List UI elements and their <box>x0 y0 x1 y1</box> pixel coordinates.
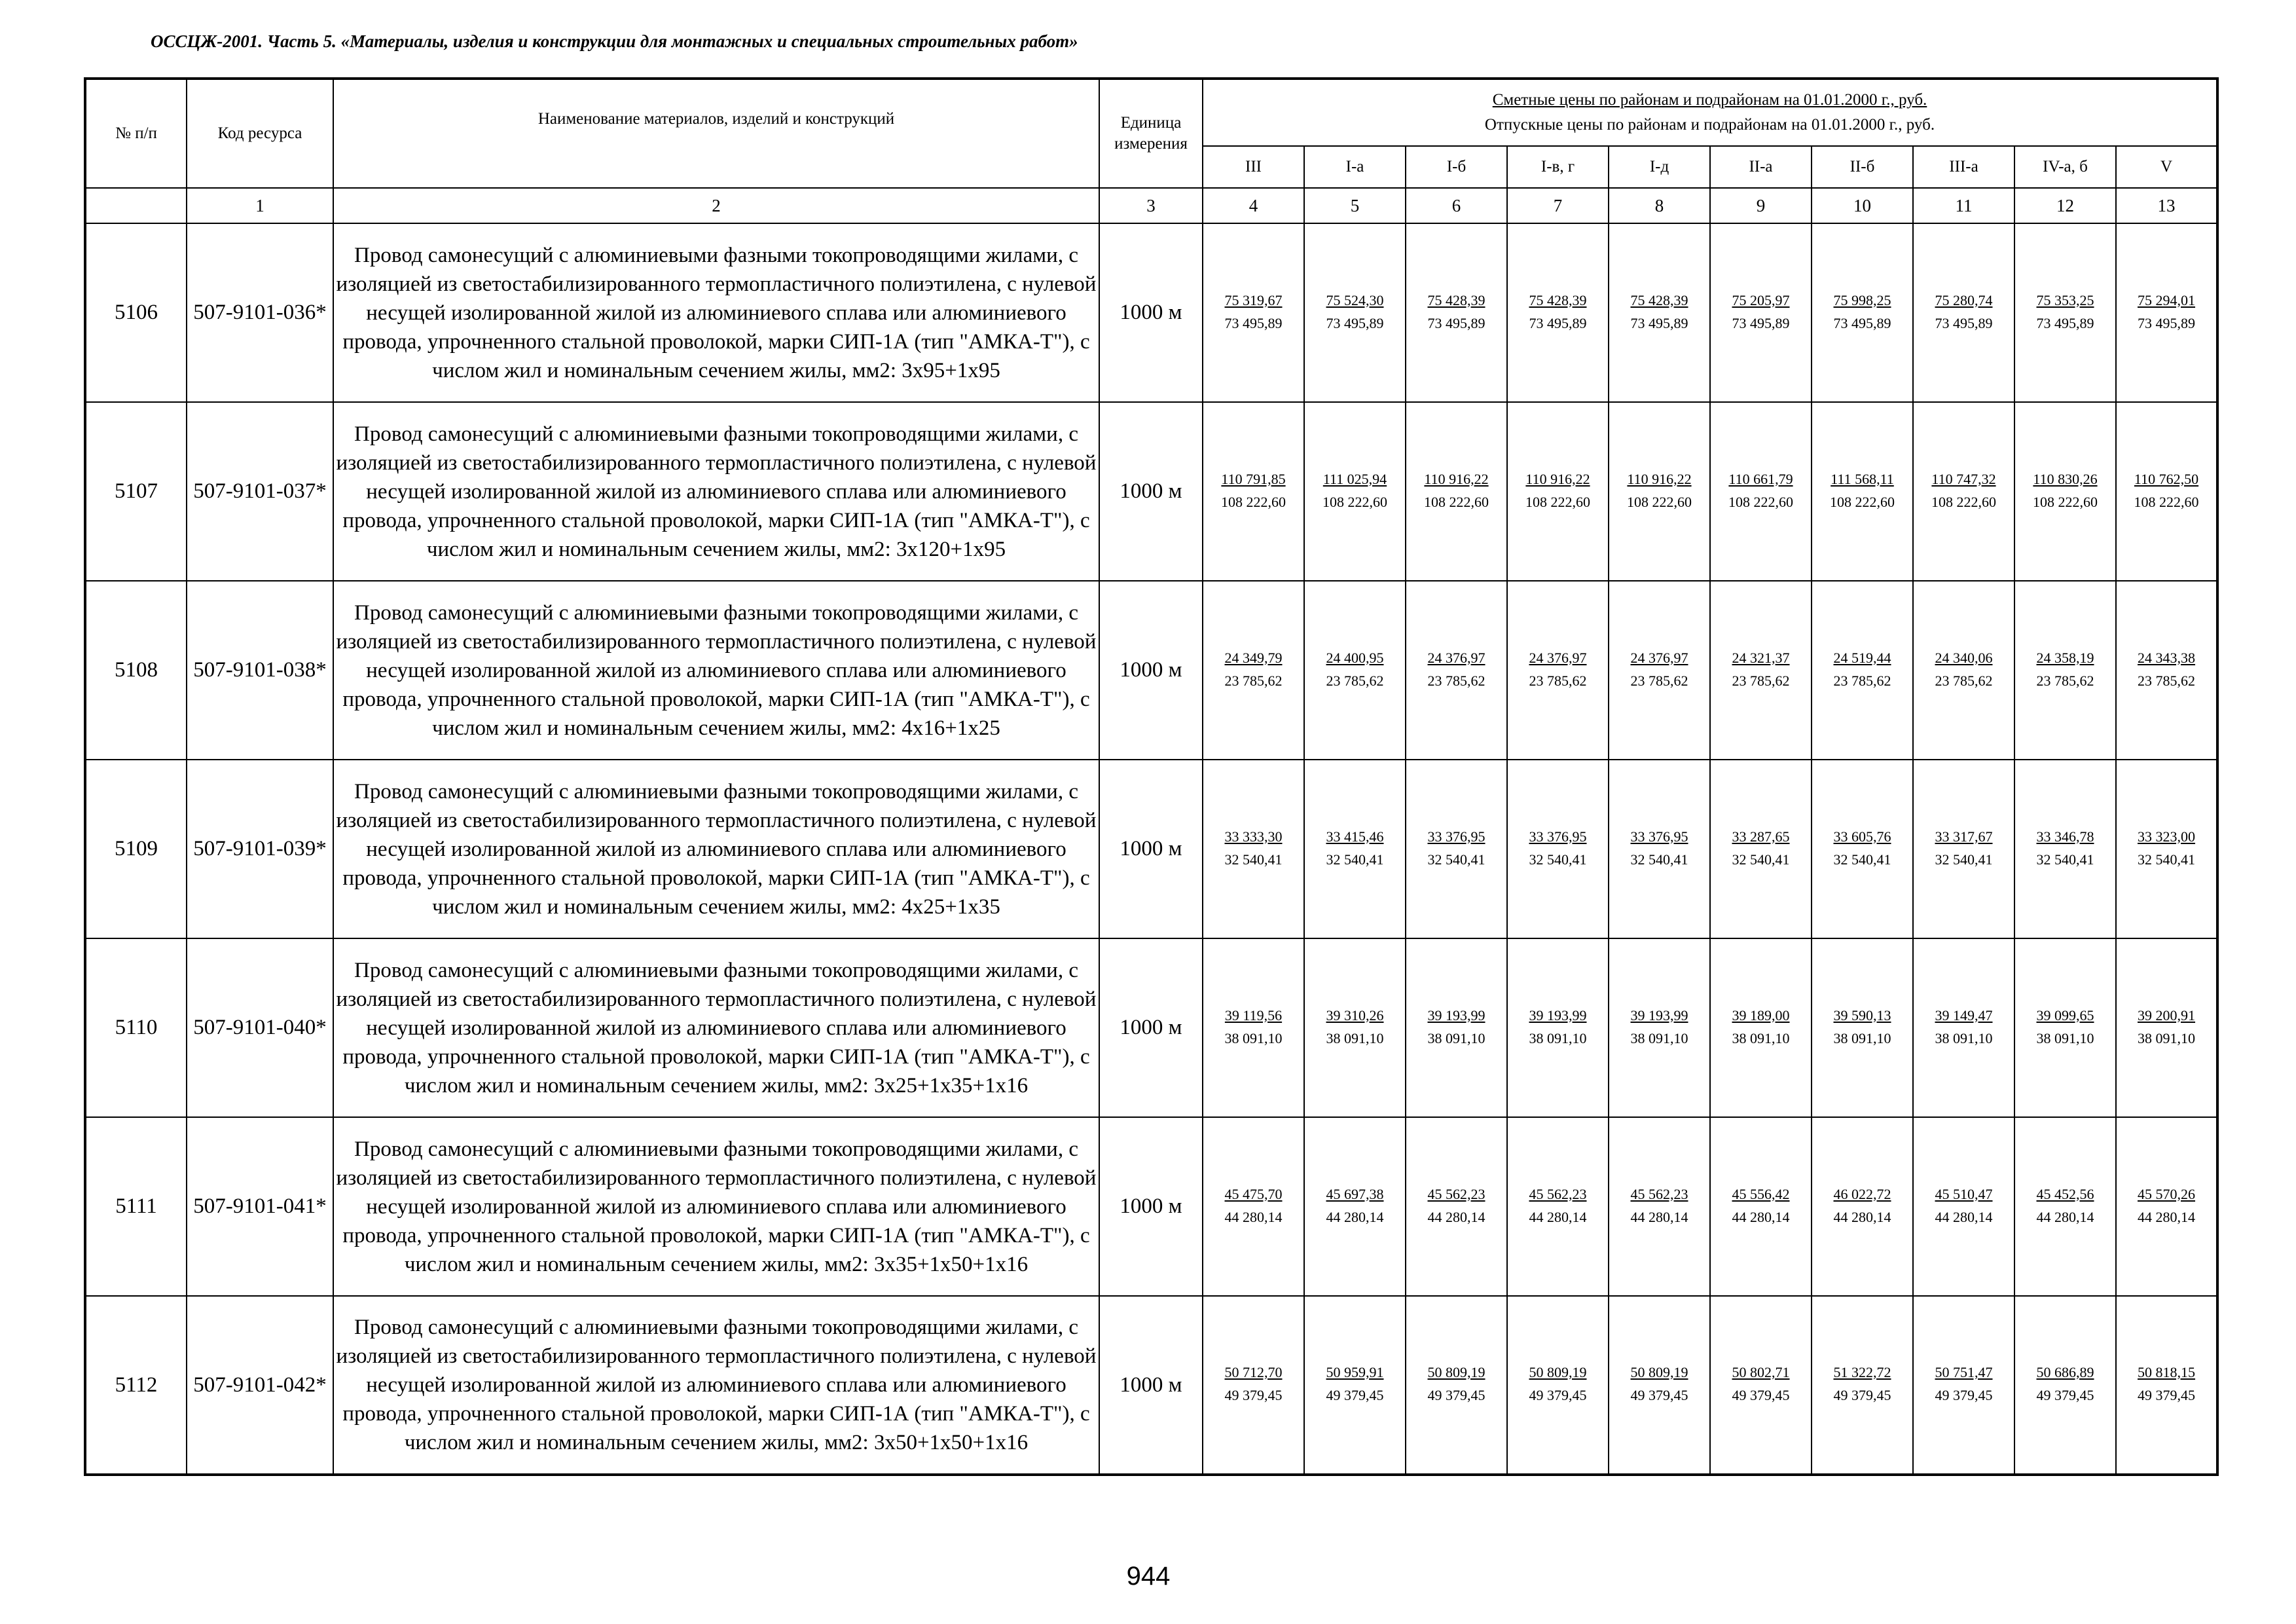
release-price: 108 222,60 <box>2134 493 2199 510</box>
estimated-price: 110 916,22 <box>1627 470 1692 487</box>
price-cell <box>2116 223 2217 402</box>
resource-code: 507-9101-038* <box>187 581 333 760</box>
estimated-price: 110 830,26 <box>2033 470 2098 487</box>
estimated-price: 33 323,00 <box>2138 828 2195 845</box>
price-cell <box>2014 223 2116 402</box>
estimated-price-title: Сметные цены по районам и подрайонам на 01.01.2000 г., руб. <box>1492 91 1927 109</box>
table-row <box>85 760 2217 938</box>
price-cell <box>1304 938 1406 1117</box>
column-number: 11 <box>1913 188 2014 223</box>
price-cell <box>2014 402 2116 581</box>
estimated-price: 75 205,97 <box>1732 291 1790 308</box>
table-row <box>85 1117 2217 1296</box>
price-cell <box>1304 402 1406 581</box>
estimated-price: 50 809,19 <box>1427 1364 1485 1380</box>
price-cell <box>1812 760 1913 938</box>
price-cell <box>1507 760 1609 938</box>
column-number: 1 <box>187 188 333 223</box>
estimated-price: 75 998,25 <box>1833 291 1891 308</box>
estimated-price: 39 310,26 <box>1326 1006 1384 1024</box>
price-table <box>84 77 2219 1476</box>
row-number: 5108 <box>85 581 187 760</box>
price-cell <box>1304 1296 1406 1475</box>
release-price: 108 222,60 <box>1424 493 1489 510</box>
release-price: 23 785,62 <box>1529 672 1587 689</box>
estimated-price: 33 287,65 <box>1732 828 1790 845</box>
material-name: Провод самонесущий с алюминиевыми фазными токопроводящими жилами, с изоляцией из светостабилизированного термопластичного полиэтилена, с нулевой несущей изолированной жилой из алюминиевого сплава или алюминиевого провода, упрочненного стальной проволокой, марки СИП-1А (тип "АМКА-Т"), с числом жил и номинальным сечением жилы, мм2: 4х16+1х25 <box>333 581 1099 760</box>
col-header-code: Код ресурса <box>187 79 333 188</box>
price-cell <box>2014 1296 2116 1475</box>
release-price: 73 495,89 <box>1427 314 1485 331</box>
region-header: I-а <box>1304 146 1406 188</box>
price-cell <box>1609 760 1710 938</box>
release-price: 108 222,60 <box>1525 493 1590 510</box>
release-price: 49 379,45 <box>1326 1387 1384 1403</box>
material-name: Провод самонесущий с алюминиевыми фазными токопроводящими жилами, с изоляцией из светостабилизированного термопластичного полиэтилена, с нулевой несущей изолированной жилой из алюминиевого сплава или алюминиевого провода, упрочненного стальной проволокой, марки СИП-1А (тип "АМКА-Т"), с числом жил и номинальным сечением жилы, мм2: 3х25+1х35+1х16 <box>333 938 1099 1117</box>
document-header: ОССЦЖ-2001. Часть 5. «Материалы, изделия и конструкции для монтажных и специальных строительных работ» <box>151 31 1078 51</box>
release-price: 32 540,41 <box>1833 851 1891 868</box>
estimated-price: 46 022,72 <box>1833 1185 1891 1202</box>
price-cell <box>1812 223 1913 402</box>
estimated-price: 39 193,99 <box>1427 1006 1485 1024</box>
estimated-price: 39 193,99 <box>1529 1006 1587 1024</box>
price-cell <box>1203 402 1304 581</box>
release-price: 73 495,89 <box>1732 314 1790 331</box>
estimated-price: 24 400,95 <box>1326 649 1384 666</box>
release-price: 23 785,62 <box>2036 672 2094 689</box>
release-price: 49 379,45 <box>1935 1387 1993 1403</box>
price-cell <box>1304 581 1406 760</box>
price-cell <box>2014 1117 2116 1296</box>
price-cell <box>1507 938 1609 1117</box>
release-price: 73 495,89 <box>2138 314 2195 331</box>
price-cell <box>1609 1117 1710 1296</box>
unit-of-measure: 1000 м <box>1099 760 1203 938</box>
release-price: 38 091,10 <box>1427 1029 1485 1046</box>
resource-code: 507-9101-039* <box>187 760 333 938</box>
estimated-price: 75 428,39 <box>1427 291 1485 308</box>
price-cell <box>1304 760 1406 938</box>
estimated-price: 24 358,19 <box>2036 649 2094 666</box>
material-name: Провод самонесущий с алюминиевыми фазными токопроводящими жилами, с изоляцией из светостабилизированного термопластичного полиэтилена, с нулевой несущей изолированной жилой из алюминиевого сплава или алюминиевого провода, упрочненного стальной проволокой, марки СИП-1А (тип "АМКА-Т"), с числом жил и номинальным сечением жилы, мм2: 3х120+1х95 <box>333 402 1099 581</box>
price-cell <box>1507 402 1609 581</box>
price-cell <box>1812 581 1913 760</box>
estimated-price: 45 475,70 <box>1224 1185 1283 1202</box>
release-price: 73 495,89 <box>1326 314 1384 331</box>
estimated-price: 39 200,91 <box>2138 1006 2195 1024</box>
release-price: 32 540,41 <box>2036 851 2094 868</box>
column-number: 3 <box>1099 188 1203 223</box>
estimated-price: 24 321,37 <box>1732 649 1790 666</box>
unit-of-measure: 1000 м <box>1099 402 1203 581</box>
col-header-name: Наименование материалов, изделий и конструкций <box>333 79 1099 188</box>
estimated-price: 75 353,25 <box>2036 291 2094 308</box>
resource-code: 507-9101-041* <box>187 1117 333 1296</box>
price-cell <box>2014 581 2116 760</box>
estimated-price: 45 562,23 <box>1630 1185 1688 1202</box>
price-cell <box>1710 1117 1812 1296</box>
page-number: 944 <box>1126 1562 1171 1591</box>
price-cell <box>1710 1296 1812 1475</box>
release-price: 32 540,41 <box>2138 851 2195 868</box>
release-price: 44 280,14 <box>1529 1208 1587 1225</box>
region-header: III-а <box>1913 146 2014 188</box>
release-price: 44 280,14 <box>1732 1208 1790 1225</box>
price-cell <box>1203 1117 1304 1296</box>
price-cell <box>1609 1296 1710 1475</box>
region-header: IV-а, б <box>2014 146 2116 188</box>
price-cell <box>1406 402 1507 581</box>
price-cell <box>2116 1296 2217 1475</box>
release-price: 32 540,41 <box>1326 851 1384 868</box>
estimated-price: 45 697,38 <box>1326 1185 1384 1202</box>
release-price: 49 379,45 <box>2036 1387 2094 1403</box>
estimated-price: 33 376,95 <box>1529 828 1587 845</box>
release-price: 108 222,60 <box>2033 493 2098 510</box>
estimated-price: 45 562,23 <box>1529 1185 1587 1202</box>
release-price: 38 091,10 <box>1224 1029 1283 1046</box>
estimated-price: 75 428,39 <box>1630 291 1688 308</box>
release-price: 38 091,10 <box>2036 1029 2094 1046</box>
column-number-row <box>85 188 2217 223</box>
region-header: V <box>2116 146 2217 188</box>
price-cell <box>1507 581 1609 760</box>
price-cell <box>1203 760 1304 938</box>
release-price: 108 222,60 <box>1830 493 1895 510</box>
estimated-price: 75 428,39 <box>1529 291 1587 308</box>
release-price: 23 785,62 <box>1833 672 1891 689</box>
estimated-price: 33 605,76 <box>1833 828 1891 845</box>
release-price: 49 379,45 <box>1630 1387 1688 1403</box>
region-header: III <box>1203 146 1304 188</box>
resource-code: 507-9101-042* <box>187 1296 333 1475</box>
row-number: 5111 <box>85 1117 187 1296</box>
table-row <box>85 938 2217 1117</box>
estimated-price: 24 376,97 <box>1529 649 1587 666</box>
release-price: 38 091,10 <box>1529 1029 1587 1046</box>
estimated-price: 33 317,67 <box>1935 828 1993 845</box>
estimated-price: 39 193,99 <box>1630 1006 1688 1024</box>
estimated-price: 39 149,47 <box>1935 1006 1993 1024</box>
release-price: 108 222,60 <box>1728 493 1793 510</box>
material-name: Провод самонесущий с алюминиевыми фазными токопроводящими жилами, с изоляцией из светостабилизированного термопластичного полиэтилена, с нулевой несущей изолированной жилой из алюминиевого сплава или алюминиевого провода, упрочненного стальной проволокой, марки СИП-1А (тип "АМКА-Т"), с числом жил и номинальным сечением жилы, мм2: 3х35+1х50+1х16 <box>333 1117 1099 1296</box>
price-cell <box>1913 1117 2014 1296</box>
price-cell <box>1812 1296 1913 1475</box>
column-number: 12 <box>2014 188 2116 223</box>
estimated-price: 33 376,95 <box>1630 828 1688 845</box>
release-price: 23 785,62 <box>1224 672 1283 689</box>
estimated-price: 24 343,38 <box>2138 649 2195 666</box>
estimated-price: 33 415,46 <box>1326 828 1384 845</box>
table-row <box>85 402 2217 581</box>
price-cell <box>1203 938 1304 1117</box>
release-price: 32 540,41 <box>1732 851 1790 868</box>
price-cell <box>1304 1117 1406 1296</box>
release-price: 32 540,41 <box>1224 851 1283 868</box>
price-cell <box>2116 402 2217 581</box>
release-price: 38 091,10 <box>1326 1029 1384 1046</box>
release-price: 38 091,10 <box>1833 1029 1891 1046</box>
column-number-blank <box>85 188 187 223</box>
release-price: 44 280,14 <box>1427 1208 1485 1225</box>
estimated-price: 50 686,89 <box>2036 1364 2094 1380</box>
table-row <box>85 581 2217 760</box>
material-name: Провод самонесущий с алюминиевыми фазными токопроводящими жилами, с изоляцией из светостабилизированного термопластичного полиэтилена, с нулевой несущей изолированной жилой из алюминиевого сплава или алюминиевого провода, упрочненного стальной проволокой, марки СИП-1А (тип "АМКА-Т"), с числом жил и номинальным сечением жилы, мм2: 3х50+1х50+1х16 <box>333 1296 1099 1475</box>
price-cell <box>2116 760 2217 938</box>
price-cell <box>1913 1296 2014 1475</box>
estimated-price: 33 333,30 <box>1224 828 1283 845</box>
price-cell <box>1203 223 1304 402</box>
estimated-price: 24 340,06 <box>1935 649 1993 666</box>
price-cell <box>2116 581 2217 760</box>
region-header: II-а <box>1710 146 1812 188</box>
estimated-price: 45 562,23 <box>1427 1185 1485 1202</box>
estimated-price: 75 319,67 <box>1224 291 1283 308</box>
price-cell <box>1609 223 1710 402</box>
release-price: 108 222,60 <box>1322 493 1387 510</box>
row-number: 5112 <box>85 1296 187 1475</box>
release-price: 73 495,89 <box>2036 314 2094 331</box>
unit-of-measure: 1000 м <box>1099 1296 1203 1475</box>
release-price: 44 280,14 <box>2138 1208 2195 1225</box>
price-cell <box>1406 1117 1507 1296</box>
price-cell <box>1304 223 1406 402</box>
price-cell <box>1406 223 1507 402</box>
estimated-price: 75 294,01 <box>2138 291 2195 308</box>
release-price: 108 222,60 <box>1627 493 1692 510</box>
estimated-price: 45 510,47 <box>1935 1185 1993 1202</box>
release-price: 32 540,41 <box>1935 851 1993 868</box>
column-number: 9 <box>1710 188 1812 223</box>
price-cell <box>1913 938 2014 1117</box>
estimated-price: 75 280,74 <box>1935 291 1993 308</box>
price-cell <box>1710 760 1812 938</box>
estimated-price: 50 751,47 <box>1935 1364 1993 1380</box>
col-header-unit: Единица измерения <box>1099 79 1203 188</box>
table-row <box>85 223 2217 402</box>
release-price: 44 280,14 <box>1224 1208 1283 1225</box>
release-price: 44 280,14 <box>2036 1208 2094 1225</box>
region-header: I-б <box>1406 146 1507 188</box>
price-cell <box>1507 1296 1609 1475</box>
release-price: 23 785,62 <box>1427 672 1485 689</box>
release-price: 73 495,89 <box>1935 314 1993 331</box>
estimated-price: 110 661,79 <box>1728 470 1793 487</box>
release-price: 49 379,45 <box>1224 1387 1283 1403</box>
row-number: 5109 <box>85 760 187 938</box>
region-header: I-д <box>1609 146 1710 188</box>
release-price: 44 280,14 <box>1326 1208 1384 1225</box>
price-cell <box>2116 938 2217 1117</box>
estimated-price: 50 809,19 <box>1529 1364 1587 1380</box>
estimated-price: 50 818,15 <box>2138 1364 2195 1380</box>
release-price: 32 540,41 <box>1427 851 1485 868</box>
estimated-price: 33 346,78 <box>2036 828 2094 845</box>
price-cell <box>1609 938 1710 1117</box>
release-price: 108 222,60 <box>1931 493 1996 510</box>
release-price: 49 379,45 <box>1427 1387 1485 1403</box>
price-cell <box>1913 402 2014 581</box>
price-cell <box>1406 938 1507 1117</box>
price-cell <box>1406 760 1507 938</box>
release-price: 73 495,89 <box>1833 314 1891 331</box>
release-price: 38 091,10 <box>2138 1029 2195 1046</box>
estimated-price: 24 376,97 <box>1427 649 1485 666</box>
estimated-price: 33 376,95 <box>1427 828 1485 845</box>
resource-code: 507-9101-036* <box>187 223 333 402</box>
price-cell <box>1812 402 1913 581</box>
price-cell <box>1913 223 2014 402</box>
price-cell <box>2014 760 2116 938</box>
price-cell <box>1406 581 1507 760</box>
estimated-price: 24 376,97 <box>1630 649 1688 666</box>
region-header: II-б <box>1812 146 1913 188</box>
price-cell <box>1812 938 1913 1117</box>
estimated-price: 110 762,50 <box>2134 470 2199 487</box>
release-price: 108 222,60 <box>1221 493 1286 510</box>
release-price: 49 379,45 <box>1732 1387 1790 1403</box>
unit-of-measure: 1000 м <box>1099 1117 1203 1296</box>
estimated-price: 45 570,26 <box>2138 1185 2195 1202</box>
release-price: 49 379,45 <box>2138 1387 2195 1403</box>
estimated-price: 39 099,65 <box>2036 1006 2094 1024</box>
release-price: 23 785,62 <box>1732 672 1790 689</box>
release-price: 23 785,62 <box>1630 672 1688 689</box>
release-price: 49 379,45 <box>1833 1387 1891 1403</box>
row-number: 5106 <box>85 223 187 402</box>
estimated-price: 50 802,71 <box>1732 1364 1790 1380</box>
price-cell <box>1913 581 2014 760</box>
release-price: 38 091,10 <box>1732 1029 1790 1046</box>
estimated-price: 110 916,22 <box>1424 470 1489 487</box>
estimated-price: 39 189,00 <box>1732 1006 1790 1024</box>
estimated-price: 50 712,70 <box>1224 1364 1283 1380</box>
release-price: 32 540,41 <box>1529 851 1587 868</box>
price-cell <box>1203 1296 1304 1475</box>
release-price: 44 280,14 <box>1630 1208 1688 1225</box>
table-row <box>85 1296 2217 1475</box>
release-price: 32 540,41 <box>1630 851 1688 868</box>
row-number: 5110 <box>85 938 187 1117</box>
column-number: 10 <box>1812 188 1913 223</box>
price-cell <box>1710 223 1812 402</box>
price-cell <box>1710 402 1812 581</box>
release-price: 23 785,62 <box>2138 672 2195 689</box>
region-header: I-в, г <box>1507 146 1609 188</box>
estimated-price: 110 791,85 <box>1221 470 1286 487</box>
resource-code: 507-9101-037* <box>187 402 333 581</box>
column-number: 8 <box>1609 188 1710 223</box>
release-price: 49 379,45 <box>1529 1387 1587 1403</box>
release-price: 73 495,89 <box>1224 314 1283 331</box>
price-cell <box>1203 581 1304 760</box>
estimated-price: 50 959,91 <box>1326 1364 1384 1380</box>
price-cell <box>1710 938 1812 1117</box>
material-name: Провод самонесущий с алюминиевыми фазными токопроводящими жилами, с изоляцией из светостабилизированного термопластичного полиэтилена, с нулевой несущей изолированной жилой из алюминиевого сплава или алюминиевого провода, упрочненного стальной проволокой, марки СИП-1А (тип "АМКА-Т"), с числом жил и номинальным сечением жилы, мм2: 4х25+1х35 <box>333 760 1099 938</box>
release-price: 23 785,62 <box>1935 672 1993 689</box>
resource-code: 507-9101-040* <box>187 938 333 1117</box>
price-cell <box>1609 581 1710 760</box>
estimated-price: 39 119,56 <box>1224 1006 1283 1024</box>
price-cell <box>1812 1117 1913 1296</box>
estimated-price: 110 747,32 <box>1931 470 1996 487</box>
estimated-price: 110 916,22 <box>1525 470 1590 487</box>
release-price: 23 785,62 <box>1326 672 1384 689</box>
column-number: 7 <box>1507 188 1609 223</box>
row-number: 5107 <box>85 402 187 581</box>
estimated-price: 51 322,72 <box>1833 1364 1891 1380</box>
price-cell <box>1913 760 2014 938</box>
col-header-num: № п/п <box>85 79 187 188</box>
unit-of-measure: 1000 м <box>1099 581 1203 760</box>
estimated-price: 24 519,44 <box>1833 649 1891 666</box>
price-cell <box>2014 938 2116 1117</box>
estimated-price: 39 590,13 <box>1833 1006 1891 1024</box>
release-price: 38 091,10 <box>1630 1029 1688 1046</box>
column-number: 2 <box>333 188 1099 223</box>
estimated-price: 45 452,56 <box>2036 1185 2094 1202</box>
release-price: 44 280,14 <box>1833 1208 1891 1225</box>
release-price: 73 495,89 <box>1529 314 1587 331</box>
column-number: 13 <box>2116 188 2217 223</box>
price-cell <box>1507 223 1609 402</box>
price-cell <box>1609 402 1710 581</box>
unit-of-measure: 1000 м <box>1099 223 1203 402</box>
estimated-price: 50 809,19 <box>1630 1364 1688 1380</box>
release-price: 38 091,10 <box>1935 1029 1993 1046</box>
price-cell <box>1507 1117 1609 1296</box>
estimated-price: 24 349,79 <box>1224 649 1283 666</box>
estimated-price: 111 568,11 <box>1831 470 1894 487</box>
price-cell <box>1406 1296 1507 1475</box>
column-number: 6 <box>1406 188 1507 223</box>
price-cell <box>1710 581 1812 760</box>
release-price: 44 280,14 <box>1935 1208 1993 1225</box>
column-number: 5 <box>1304 188 1406 223</box>
price-cell <box>2116 1117 2217 1296</box>
estimated-price: 45 556,42 <box>1732 1185 1790 1202</box>
estimated-price: 111 025,94 <box>1322 470 1387 487</box>
col-header-prices <box>1203 79 2217 146</box>
column-number: 4 <box>1203 188 1304 223</box>
unit-of-measure: 1000 м <box>1099 938 1203 1117</box>
estimated-price: 75 524,30 <box>1326 291 1384 308</box>
material-name: Провод самонесущий с алюминиевыми фазными токопроводящими жилами, с изоляцией из светостабилизированного термопластичного полиэтилена, с нулевой несущей изолированной жилой из алюминиевого сплава или алюминиевого провода, упрочненного стальной проволокой, марки СИП-1А (тип "АМКА-Т"), с числом жил и номинальным сечением жилы, мм2: 3х95+1х95 <box>333 223 1099 402</box>
release-price-title: Отпускные цены по районам и подрайонам на 01.01.2000 г., руб. <box>1484 116 1935 134</box>
release-price: 73 495,89 <box>1630 314 1688 331</box>
